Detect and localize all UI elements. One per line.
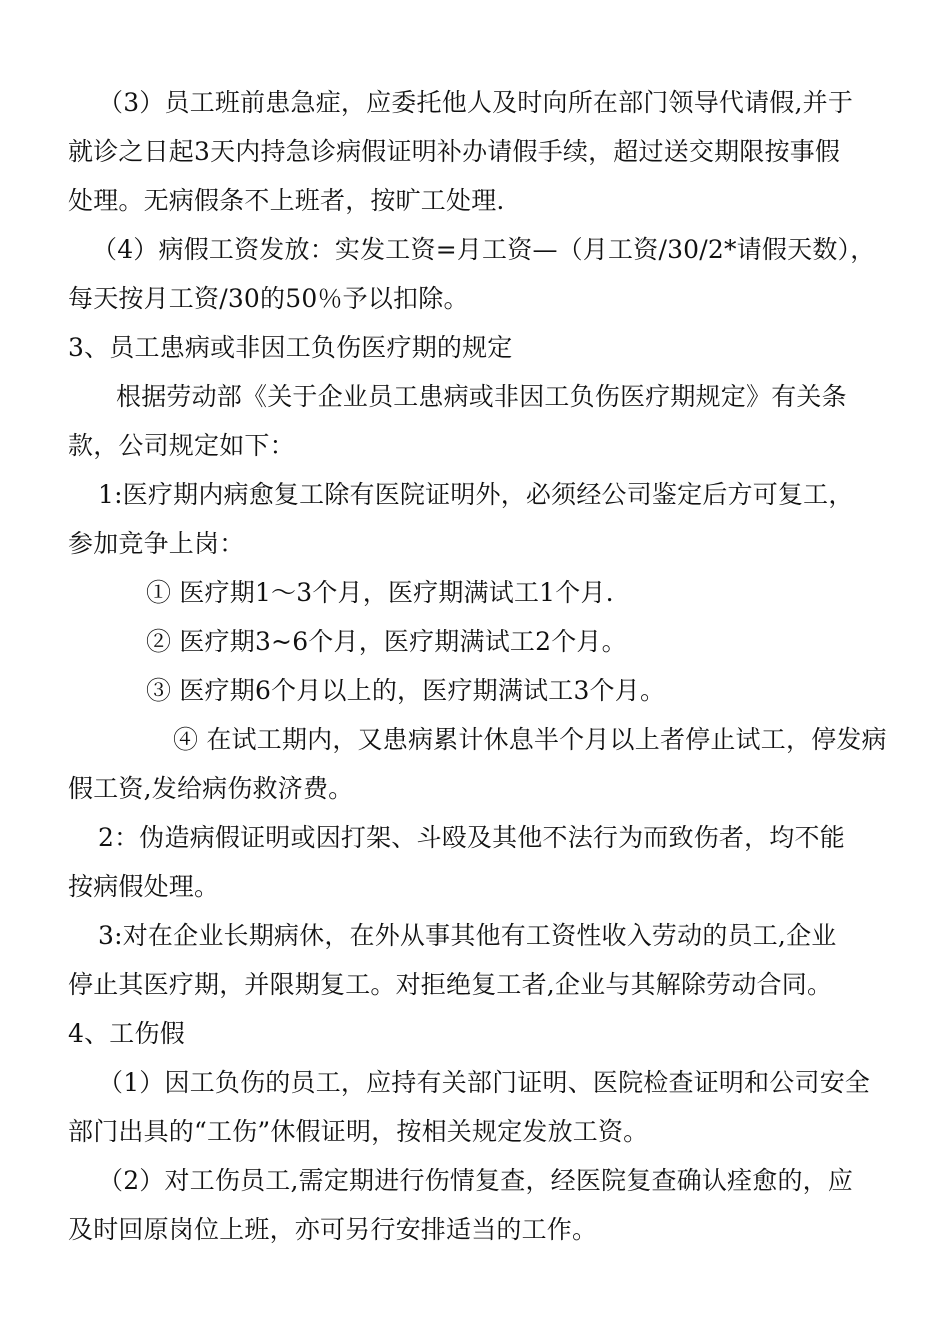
section-3-intro-line-2: 款，公司规定如下： <box>68 431 295 460</box>
rule-1-item-4-line-1: ④ 在试工期内，又患病累计休息半个月以上者停止试工，停发病 <box>173 725 887 754</box>
section-4-item-1-line-2: 部门出具的“工伤”休假证明，按相关规定发放工资。 <box>68 1117 649 1146</box>
rule-2-line-1: 2：伪造病假证明或因打架、斗殴及其他不法行为而致伤者，均不能 <box>98 823 845 852</box>
rule-1-item-4-line-2: 假工资,发给病伤救济费。 <box>68 774 354 803</box>
rule-1-item-1: ① 医疗期1～3个月，医疗期满试工1个月. <box>146 578 614 607</box>
section-3-heading: 3、员工患病或非因工负伤医疗期的规定 <box>68 333 513 362</box>
paragraph-4-sick-pay-line-2: 每天按月工资/30的50％予以扣除。 <box>68 284 469 313</box>
rule-3-line-1: 3:对在企业长期病休，在外从事其他有工资性收入劳动的员工,企业 <box>98 921 837 950</box>
section-4-item-2-line-1: （2）对工伤员工,需定期进行伤情复查，经医院复查确认痊愈的，应 <box>98 1166 854 1195</box>
paragraph-3-sick-leave-line-3: 处理。无病假条不上班者，按旷工处理. <box>68 186 505 215</box>
paragraph-3-sick-leave-line-1: （3）员工班前患急症，应委托他人及时向所在部门领导代请假,并于 <box>98 88 854 117</box>
rule-1-item-3: ③ 医疗期6个月以上的，医疗期满试工3个月。 <box>146 676 666 705</box>
rule-3-line-2: 停止其医疗期，并限期复工。对拒绝复工者,企业与其解除劳动合同。 <box>68 970 833 999</box>
rule-1-line-2: 参加竞争上岗： <box>68 529 245 558</box>
section-3-intro-line-1: 根据劳动部《关于企业员工患病或非因工负伤医疗期规定》有关条 <box>116 382 847 411</box>
document-body <box>68 78 887 1254</box>
section-4-heading: 4、工伤假 <box>68 1019 185 1048</box>
section-4-item-1-line-1: （1）因工负伤的员工，应持有关部门证明、医院检查证明和公司安全 <box>98 1068 871 1097</box>
paragraph-3-sick-leave-line-2: 就诊之日起3天内持急诊病假证明补办请假手续，超过送交期限按事假 <box>68 137 841 166</box>
rule-1-line-1: 1:医疗期内病愈复工除有医院证明外，必须经公司鉴定后方可复工， <box>98 480 854 509</box>
rule-1-item-2: ② 医疗期3~6个月，医疗期满试工2个月。 <box>146 627 627 656</box>
paragraph-4-sick-pay-line-1: （4）病假工资发放：实发工资=月工资—（月工资/30/2*请假天数）， <box>92 235 876 264</box>
section-4-item-2-line-2: 及时回原岗位上班，亦可另行安排适当的工作。 <box>68 1215 598 1244</box>
rule-2-line-2: 按病假处理。 <box>68 872 220 901</box>
